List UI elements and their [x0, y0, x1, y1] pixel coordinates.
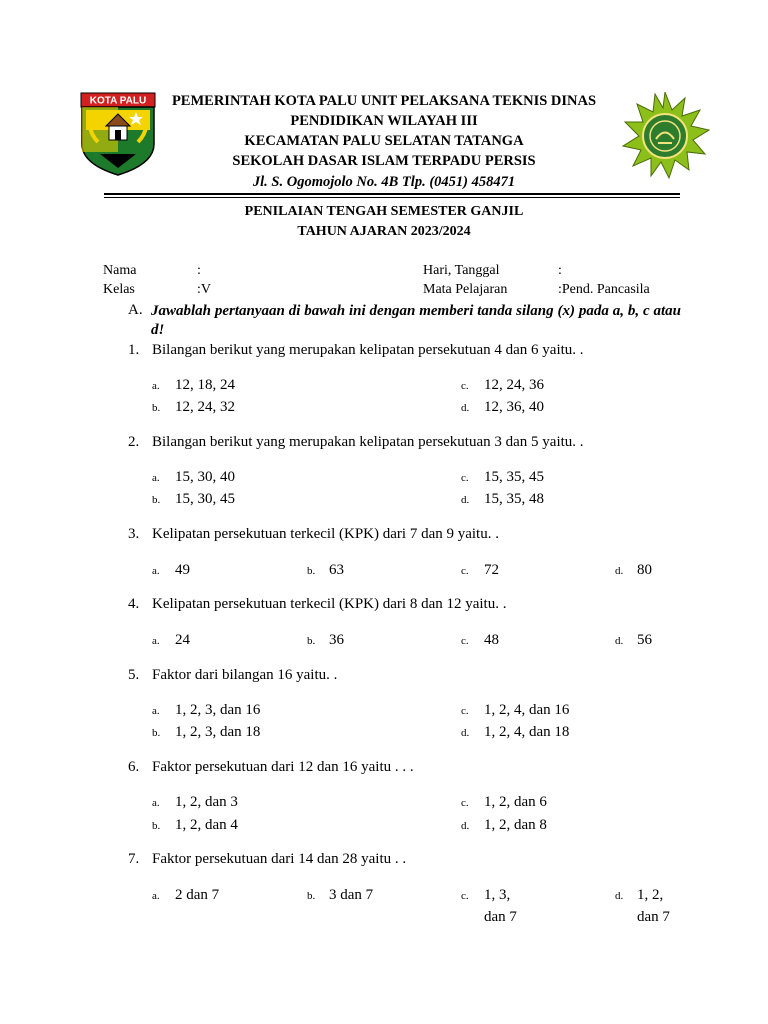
option-text[interactable]: 2 dan 7 [175, 887, 220, 903]
option-letter: c. [461, 890, 469, 902]
option-letter: a. [152, 472, 160, 484]
option-letter: a. [152, 797, 160, 809]
question-number: 3. [128, 526, 140, 542]
nama-value: : [197, 263, 201, 278]
mapel-value: :Pend. Pancasila [558, 282, 650, 297]
question-number: 1. [128, 342, 140, 358]
option-text[interactable]: 12, 36, 40 [484, 399, 544, 415]
header-line-3: KECAMATAN PALU SELATAN TATANGA [244, 133, 524, 149]
question-number: 2. [128, 434, 140, 450]
option-text[interactable]: 12, 24, 32 [175, 399, 235, 415]
option-text[interactable]: 49 [175, 562, 190, 578]
option-text[interactable]: 1, 2, 4, dan 18 [484, 724, 570, 740]
section-instruction: Jawablah pertanyaan di bawah ini dengan memberi tanda silang (x) pada a, b, c atau d! [151, 303, 681, 338]
option-letter: d. [461, 494, 470, 506]
option-text[interactable]: 36 [329, 632, 344, 648]
option-letter: b. [307, 565, 316, 577]
option-text[interactable]: 12, 24, 36 [484, 377, 544, 393]
question-number: 5. [128, 667, 140, 683]
option-letter: a. [152, 705, 160, 717]
option-letter: d. [461, 820, 470, 832]
header-line-4: SEKOLAH DASAR ISLAM TERPADU PERSIS [232, 153, 536, 169]
hari-value: : [558, 263, 562, 278]
hari-label: Hari, Tanggal [423, 263, 500, 278]
option-letter: d. [461, 727, 470, 739]
option-letter: b. [152, 820, 161, 832]
exam-title: PENILAIAN TENGAH SEMESTER GANJIL [244, 204, 524, 219]
nama-label: Nama [103, 263, 137, 278]
option-letter: d. [615, 635, 624, 647]
option-text[interactable]: 56 [637, 632, 652, 648]
option-text[interactable]: 63 [329, 562, 344, 578]
option-text[interactable]: 48 [484, 632, 499, 648]
option-text[interactable]: 3 dan 7 [329, 887, 374, 903]
option-letter: b. [152, 494, 161, 506]
question-text: Kelipatan persekutuan terkecil (KPK) dari 7 dan 9 yaitu. . [152, 526, 499, 542]
option-letter: c. [461, 380, 469, 392]
question-text: Bilangan berikut yang merupakan kelipatan persekutuan 4 dan 6 yaitu. . [152, 342, 584, 358]
option-letter: b. [307, 890, 316, 902]
option-text[interactable]: 1, 2, dan 3 [175, 794, 238, 810]
option-letter: c. [461, 472, 469, 484]
option-text[interactable]: 1, 2, dan 6 [484, 794, 547, 810]
header-address: Jl. S. Ogomojolo No. 4B Tlp. (0451) 458471 [252, 174, 516, 190]
option-text[interactable]: 15, 30, 40 [175, 469, 235, 485]
option-letter: a. [152, 380, 160, 392]
question-number: 6. [128, 759, 140, 775]
option-letter: a. [152, 635, 160, 647]
question-number: 4. [128, 596, 140, 612]
option-letter: c. [461, 705, 469, 717]
option-letter: c. [461, 565, 469, 577]
option-text[interactable]: 72 [484, 562, 499, 578]
option-text[interactable]: 12, 18, 24 [175, 377, 235, 393]
question-number: 7. [128, 851, 140, 867]
option-text[interactable]: 24 [175, 632, 190, 648]
svg-text:KOTA PALU: KOTA PALU [89, 95, 147, 107]
header-line-2: PENDIDIKAN WILAYAH III [290, 113, 478, 129]
option-letter: c. [461, 635, 469, 647]
exam-year: TAHUN AJARAN 2023/2024 [297, 224, 471, 239]
option-text[interactable]: 1, 2, 3, dan 18 [175, 724, 261, 740]
option-text[interactable]: 1, 2, 4, dan 16 [484, 702, 570, 718]
option-letter: b. [152, 402, 161, 414]
option-text[interactable]: 15, 30, 45 [175, 491, 235, 507]
option-text[interactable]: 15, 35, 48 [484, 491, 544, 507]
question-text: Faktor persekutuan dari 12 dan 16 yaitu . . . [152, 759, 414, 775]
option-text[interactable]: 15, 35, 45 [484, 469, 544, 485]
option-letter: d. [615, 565, 624, 577]
question-text: Kelipatan persekutuan terkecil (KPK) dari 8 dan 12 yaitu. . [152, 596, 507, 612]
kelas-label: Kelas [103, 282, 135, 297]
option-letter: a. [152, 890, 160, 902]
question-text: Faktor persekutuan dari 14 dan 28 yaitu . . [152, 851, 407, 867]
kelas-value: :V [197, 282, 211, 297]
header-divider-thick [104, 193, 680, 195]
option-text[interactable]: 1, 2, dan 4 [175, 817, 238, 833]
question-text: Faktor dari bilangan 16 yaitu. . [152, 667, 338, 683]
option-text[interactable]: 1, 2, dan 7 [637, 887, 670, 925]
mapel-label: Mata Pelajaran [423, 282, 508, 297]
option-text[interactable]: 1, 3, dan 7 [484, 887, 517, 925]
option-letter: d. [615, 890, 624, 902]
option-letter: b. [307, 635, 316, 647]
section-letter: A. [128, 302, 143, 318]
option-letter: c. [461, 797, 469, 809]
option-text[interactable]: 1, 2, 3, dan 16 [175, 702, 261, 718]
option-letter: b. [152, 727, 161, 739]
option-text[interactable]: 1, 2, dan 8 [484, 817, 547, 833]
option-text[interactable]: 80 [637, 562, 652, 578]
header-divider-thin [104, 197, 680, 198]
header-line-1: PEMERINTAH KOTA PALU UNIT PELAKSANA TEKNIS DINAS [171, 93, 597, 109]
option-letter: d. [461, 402, 470, 414]
question-text: Bilangan berikut yang merupakan kelipatan persekutuan 3 dan 5 yaitu. . [152, 434, 584, 450]
option-letter: a. [152, 565, 160, 577]
